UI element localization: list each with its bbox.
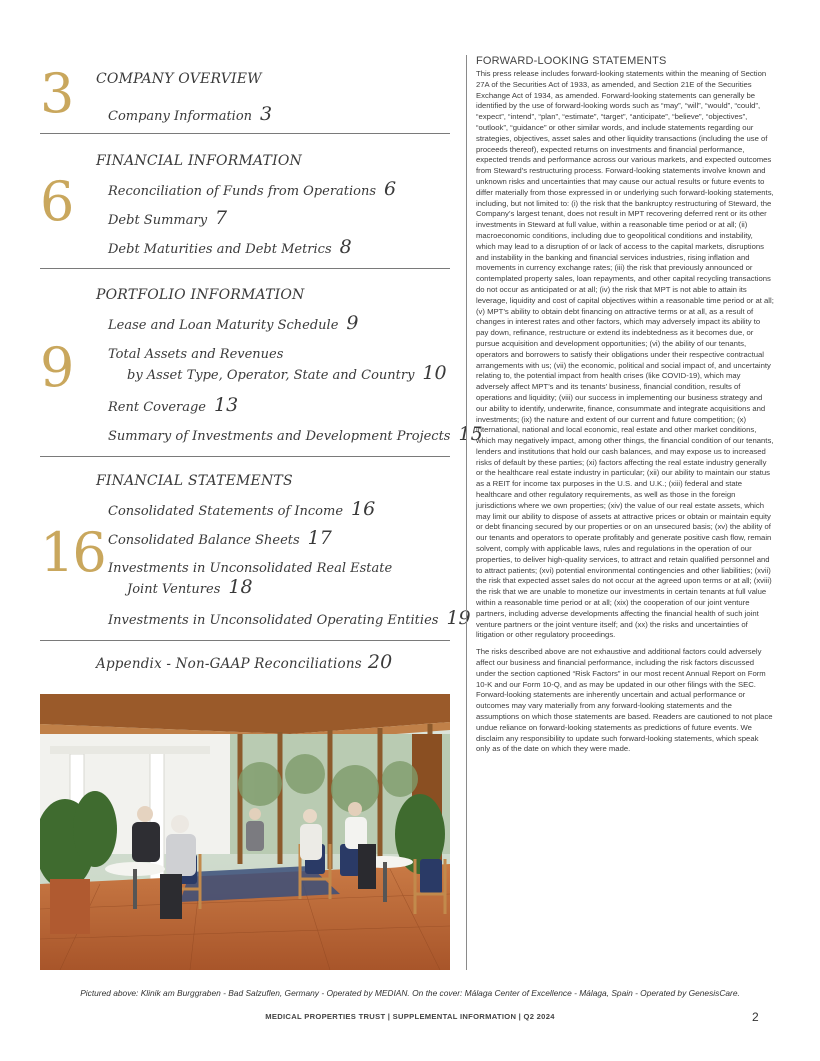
toc-entry-page: 16 bbox=[351, 498, 376, 520]
toc-entry-page: 19 bbox=[446, 607, 471, 629]
toc-entry[interactable] bbox=[108, 236, 352, 258]
photo-cafe-interior-icon bbox=[40, 694, 450, 970]
toc-entry-label: Debt Summary bbox=[108, 213, 208, 228]
toc-entry-page: 13 bbox=[214, 394, 239, 416]
section-heading: FINANCIAL STATEMENTS bbox=[96, 473, 293, 489]
section-heading: FINANCIAL INFORMATION bbox=[96, 153, 302, 169]
toc-entry-label: Consolidated Balance Sheets bbox=[108, 533, 300, 548]
toc-entry-label: Reconciliation of Funds from Operations bbox=[108, 184, 377, 199]
toc-appendix-entry[interactable] bbox=[96, 651, 392, 673]
disclaimer-paragraph: The risks described above are not exhaustive and additional factors could adversely affect our business and financial performance, including the risk factors discussed under the section captioned “Risk Factors” in our most recent Annual Report on Form 10-K and our Form 10-Q, and as may be updated in our other filings with the SEC. Forward-looking statements are inherently uncertain and actual performance or outcomes may vary materially from any forward-looking statements and the assumptions on which those statements are based. Readers are cautioned to not place undue reliance on forward-looking statements as predictions of future events. We disclaim any responsibility to update such forward-looking statements, which speak only as of the date on which they were made. bbox=[476, 647, 773, 754]
toc-entry-label: Appendix - Non-GAAP Reconciliations bbox=[96, 656, 362, 672]
toc-entry[interactable] bbox=[108, 607, 471, 629]
toc-entry[interactable] bbox=[108, 394, 238, 416]
forward-looking-statements bbox=[476, 55, 774, 761]
toc-entry-label: Investments in Unconsolidated Operating Entities bbox=[108, 613, 439, 628]
page-footer: MEDICAL PROPERTIES TRUST | SUPPLEMENTAL INFORMATION | Q2 2024 bbox=[265, 1012, 555, 1021]
toc-entry-label-line2: by Asset Type, Operator, State and Country bbox=[127, 368, 415, 383]
toc-entry-page: 18 bbox=[228, 576, 253, 598]
toc-entry-label: Debt Maturities and Debt Metrics bbox=[108, 242, 332, 257]
toc-entry-page: 15 bbox=[458, 423, 483, 445]
section-number: 3 bbox=[40, 62, 73, 125]
toc-entry-page: 6 bbox=[384, 178, 397, 200]
section-number: 6 bbox=[40, 170, 73, 233]
toc-entry[interactable] bbox=[108, 527, 332, 549]
toc-entry[interactable] bbox=[108, 423, 483, 445]
page-number: 2 bbox=[752, 1010, 759, 1024]
divider bbox=[40, 133, 450, 134]
divider bbox=[40, 268, 450, 269]
divider bbox=[40, 640, 450, 641]
toc-entry-label: Rent Coverage bbox=[108, 400, 207, 415]
disclaimer-paragraph: This press release includes forward-looking statements within the meaning of Section 27A of the Securities Act of 1933, as amended, and Section 21E of the Securities Exchange Act of 1934, as amended. Forward-looking statements can generally be identified by the use of forward-looking words such as “may”, “will”, “would”, “could”, “expect”, “intend”, “plan”, “estimate”, “target”, “anticipate”, “believe”, “objectives”, “outlook”, “guidance” or other similar words, and include statements regarding our strategies, objectives, asset sales and other liquidity transactions (including the use of proceeds thereof), expected returns on investments and financial performance, expected trends and performance across our various markets, and expected outcomes from Steward’s restructuring process. Forward-looking statements involve known and unknown risks and uncertainties that may cause our actual results or future events to differ materially from those expressed in or underlying such forward-looking statements, including, but not limited to: (i) the risk that the bankruptcy restructuring of Steward, the Company’s largest tenant, does not result in MPT recovering deferred rent or its other investments in Steward at full value, within a reasonable time period or at all; (ii) macroeconomic conditions, including due to geopolitical conditions and instability, which may lead to a disruption of or lack of access to the capital markets, disruptions and instability in the banking and financial services industries, rising inflation and movements in currency exchange rates; (iii) the risk that previously announced or contemplated property sales, loan repayments, and other capital recycling transactions do not occur as anticipated or at all; (iv) the risk that MPT is not able to attain its leverage, liquidity and cost of capital objectives within a reasonable time period or at all; (v) MPT’s ability to obtain debt financing on attractive terms or at all, as a result of changes in interest rates and other factors, which may adversely impact its ability to pay down, refinance, restructure or extend its indebtedness as it becomes due, or pursue acquisition and development opportunities; (vi) the ability of our tenants, operators and borrowers to satisfy their obligations under their respective contractual arrangements with us; (vii) the economic, political and social impact of, and uncertainty relating to, the potential impact from health crises (like COVID-19), which may adversely affect MPT’s and its tenants’ business, financial condition, results of operations and liquidity; (viii) our success in implementing our business strategy and our ability to identify, underwrite, finance, consummate and integrate acquisitions and investments; (ix) the nature and extent of our current and future competition; (x) international, national and local economic, real estate and other market conditions, which may negatively impact, among other things, the financial condition of our tenants, lenders and institutions that hold our cash balances, and may expose us to increased risks of default by these parties; (xi) factors affecting the real estate industry generally or the healthcare real estate industry in particular; (xii) our ability to maintain our status as a REIT for income tax purposes in the U.S. and U.K.; (xiii) federal and state healthcare and other regulatory requirements, as well as those in the foreign jurisdictions where we own properties; (xiv) the value of our real estate assets, which may limit our ability to dispose of assets at attractive prices or obtain or maintain equity or debt financing secured by our properties or on an unsecured basis; (xv) the ability of our tenants and operators to operate profitably and generate positive cash flow, remain solvent, comply with applicable laws, rules and regulations in the operation of our properties, to deliver high-quality services, to attract and retain qualified personnel and to attract patients; (xvi) potential environmental contingencies and other liabilities; (xvii) the risk that expected asset sales do not occur at the agreed upon terms or at all; (xviii) the risk that we are unable to monetize our investments in certain tenants at full value within a reasonable time period or at all; (xix) the cooperation of our joint venture partners, including adverse developments affecting the financial health of such joint venture partners or the joint venture itself; and (xx) the risks and uncertainties of litigation or other regulatory proceedings. bbox=[476, 69, 774, 640]
toc-entry[interactable] bbox=[108, 498, 375, 520]
toc-entry-page: 20 bbox=[367, 651, 393, 673]
toc-entry-label: Consolidated Statements of Income bbox=[108, 504, 344, 519]
column-divider bbox=[466, 55, 467, 970]
toc-entry[interactable] bbox=[108, 561, 392, 598]
toc-entry-label: Summary of Investments and Development Projects bbox=[108, 429, 451, 444]
toc-entry-page: 3 bbox=[260, 103, 273, 125]
toc-entry[interactable] bbox=[108, 312, 359, 334]
toc-entry-label: Total Assets and Revenues bbox=[108, 347, 284, 362]
toc-entry-label-line2: Joint Ventures bbox=[127, 582, 221, 597]
section-number: 9 bbox=[40, 336, 73, 399]
section-title: FORWARD-LOOKING STATEMENTS bbox=[476, 55, 667, 67]
toc-entry[interactable] bbox=[108, 103, 272, 125]
toc-entry-page: 10 bbox=[422, 362, 447, 384]
toc-entry-page: 8 bbox=[339, 236, 352, 258]
toc-entry-page: 9 bbox=[346, 312, 359, 334]
toc-entry-label: Company Information bbox=[108, 109, 253, 124]
section-number: 16 bbox=[40, 521, 105, 584]
toc-entry-page: 17 bbox=[307, 527, 332, 549]
section-heading: PORTFOLIO INFORMATION bbox=[96, 287, 305, 303]
divider bbox=[40, 456, 450, 457]
toc-entry-label: Lease and Loan Maturity Schedule bbox=[108, 318, 339, 333]
toc-entry-page: 7 bbox=[215, 207, 228, 229]
photo-caption: Pictured above: Klinik am Burggraben - Bad Salzuflen, Germany - Operated by MEDIAN. On the cover: Málaga Center of Excellence - Málaga, Spain - Operated by GenesisCare. bbox=[80, 988, 740, 998]
toc-entry[interactable] bbox=[108, 207, 227, 229]
toc-entry[interactable] bbox=[108, 178, 396, 200]
toc-entry[interactable] bbox=[108, 347, 447, 384]
section-heading: COMPANY OVERVIEW bbox=[96, 71, 262, 87]
toc-entry-label: Investments in Unconsolidated Real Estate bbox=[108, 561, 393, 576]
